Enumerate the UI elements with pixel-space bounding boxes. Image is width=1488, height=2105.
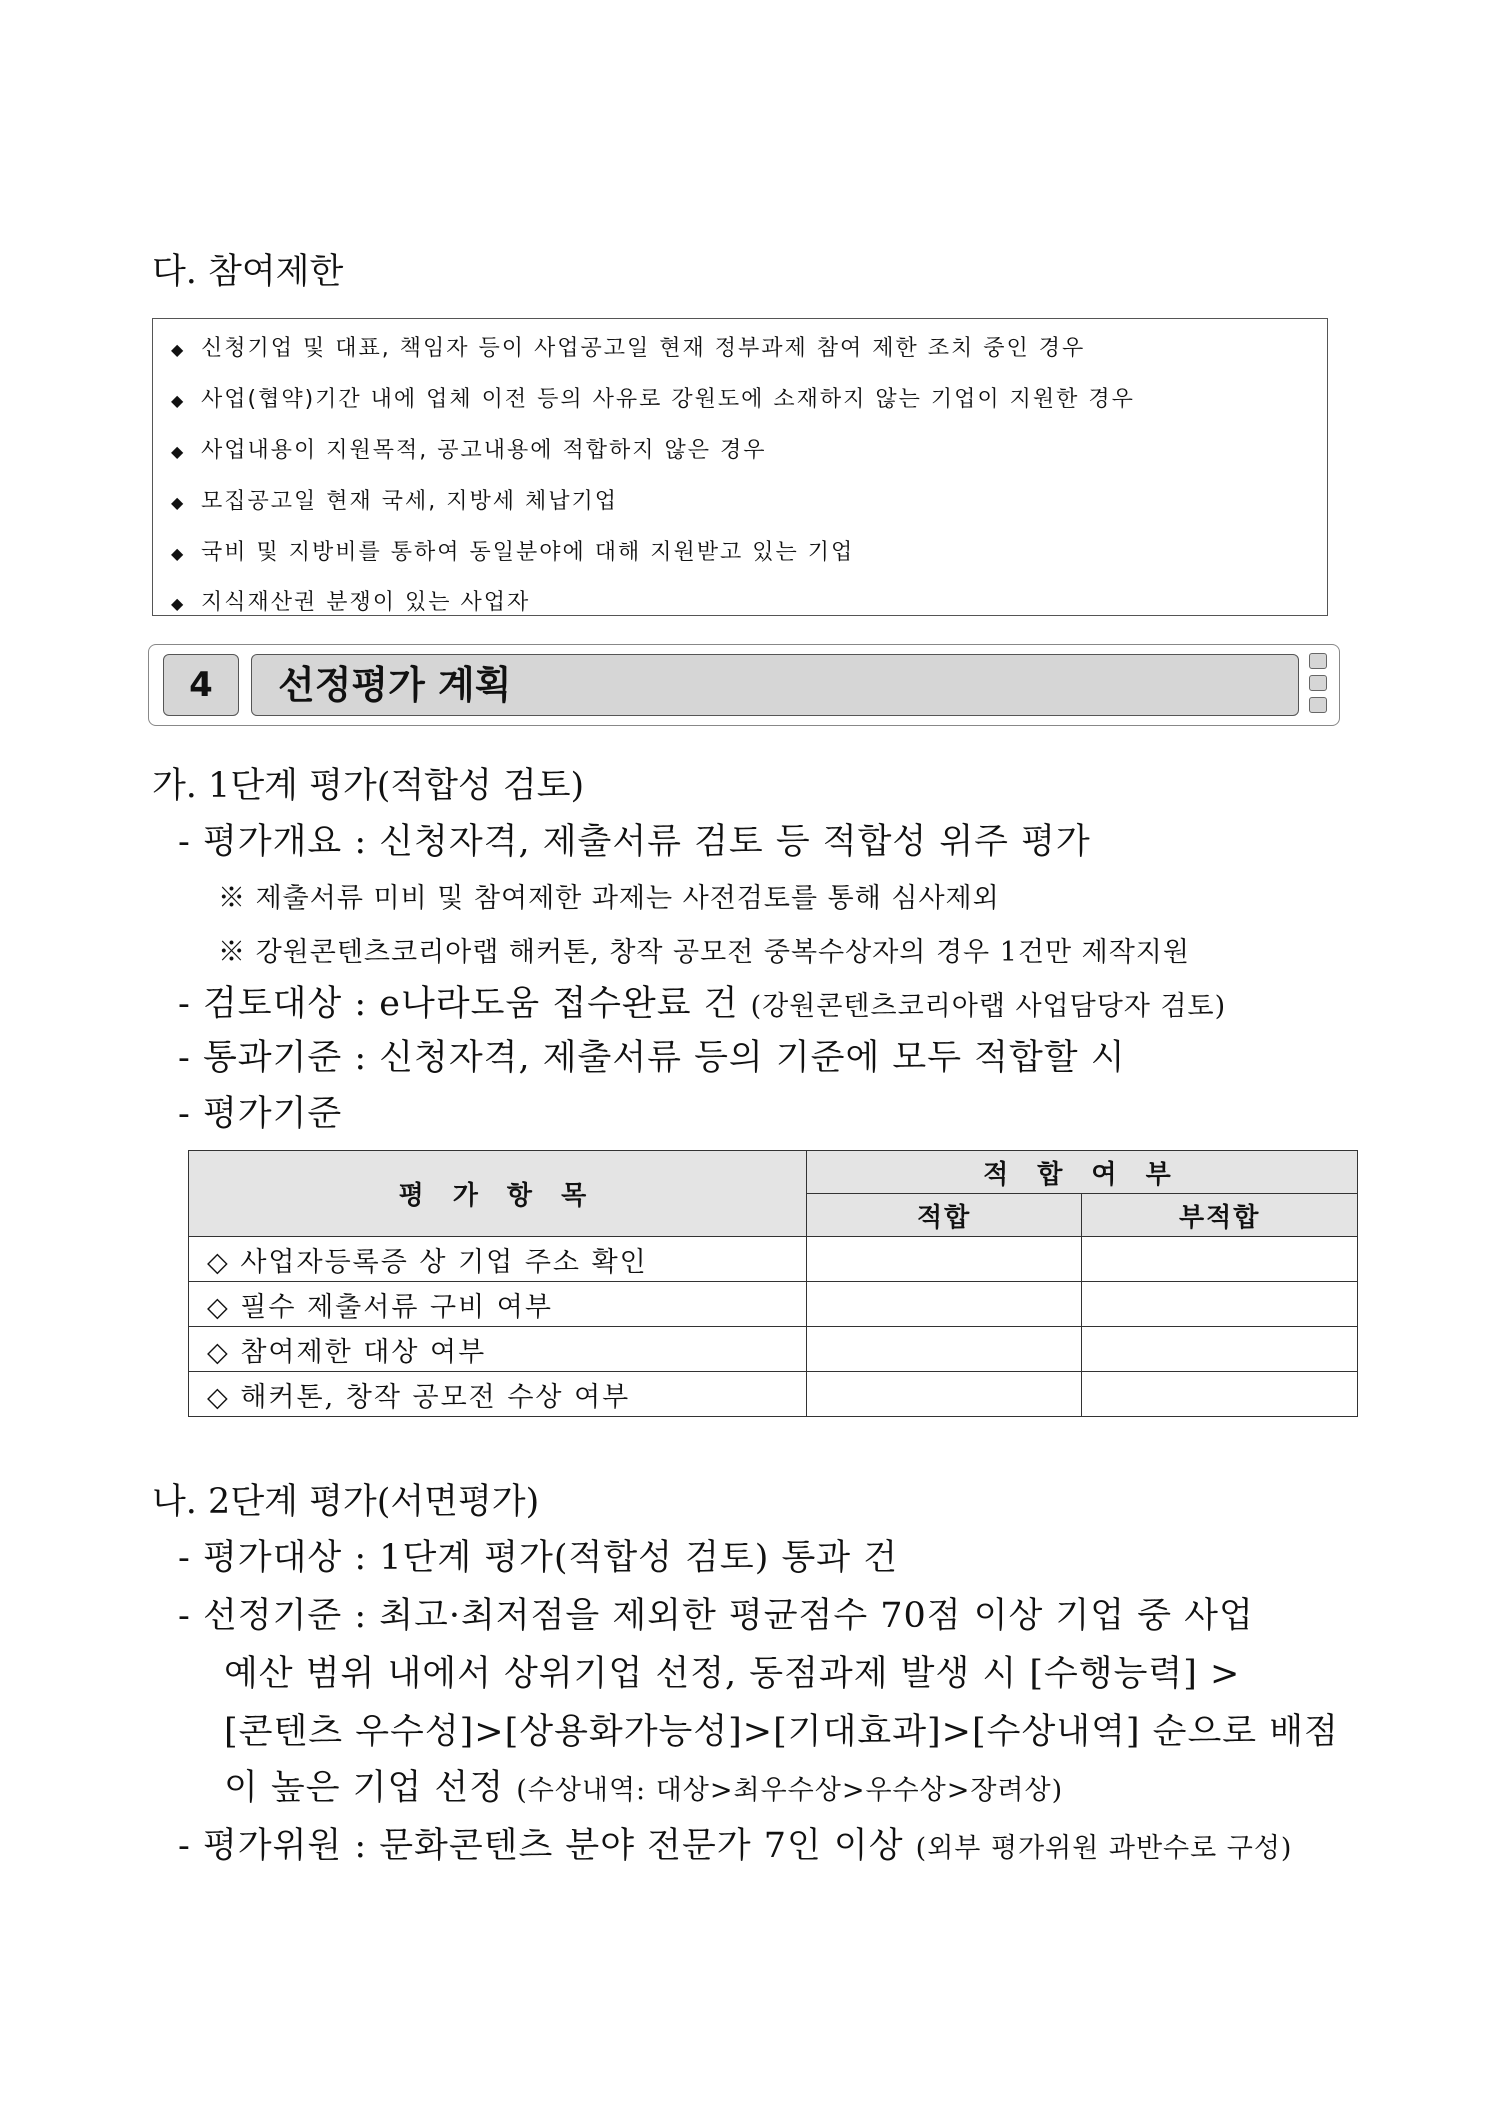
banner-square-icon [1309,653,1327,669]
section-banner [148,644,1340,726]
restriction-item: ◆ 모집공고일 현재 국세, 지방세 체납기업 [171,489,618,514]
banner-square-icon [1309,697,1327,713]
table-cell-ng [1082,1237,1358,1282]
diamond-bullet-icon: ◆ [171,340,186,359]
table-header-item: 평 가 항 목 [189,1151,807,1237]
table-cell-ng [1082,1372,1358,1417]
table-header-fit: 적 합 여 부 [806,1151,1357,1194]
stage1-heading: 가. 1단계 평가(적합성 검토) [152,766,585,806]
diamond-bullet-icon: ◆ [171,544,186,563]
restriction-item: ◆ 지식재산권 분쟁이 있는 사업자 [171,590,531,615]
table-cell-item: ◇ 사업자등록증 상 기업 주소 확인 [189,1237,807,1282]
table-cell-ok [806,1372,1082,1417]
restriction-box [152,318,1328,616]
table-cell-item: ◇ 필수 제출서류 구비 여부 [189,1282,807,1327]
table-cell-ok [806,1327,1082,1372]
stage1-note: ※ 강원콘텐츠코리아랩 해커톤, 창작 공모전 중복수상자의 경우 1건만 제작지원 [218,937,1190,968]
restriction-item: ◆ 사업(협약)기간 내에 업체 이전 등의 사유로 강원도에 소재하지 않는 기업이 지원한 경우 [171,387,1135,412]
table-cell-ok [806,1282,1082,1327]
stage1-criteria: - 평가기준 [178,1094,343,1134]
table-cell-ng [1082,1282,1358,1327]
restriction-heading: 다. 참여제한 [152,252,344,292]
table-cell-item: ◇ 해커톤, 창작 공모전 수상 여부 [189,1372,807,1417]
stage2-target: - 평가대상 : 1단계 평가(적합성 검토) 통과 건 [178,1538,899,1578]
section-title: 선정평가 계획 [251,654,1299,716]
diamond-bullet-icon: ◆ [171,493,186,512]
restriction-item: ◆ 신청기업 및 대표, 책임자 등이 사업공고일 현재 정부과제 참여 제한 조치 중인 경우 [171,336,1086,361]
stage1-target: - 검토대상 : e나라도움 접수완료 건 (강원콘텐츠코리아랩 사업담당자 검토) [178,984,1227,1024]
table-row [189,1282,1358,1327]
table-row [189,1237,1358,1282]
stage2-selection: - 선정기준 : 최고·최저점을 제외한 평균점수 70점 이상 기업 중 사업 [178,1596,1254,1636]
stage2-heading: 나. 2단계 평가(서면평가) [152,1482,540,1522]
restriction-item: ◆ 국비 및 지방비를 통하여 동일분야에 대해 지원받고 있는 기업 [171,540,855,565]
table-cell-item: ◇ 참여제한 대상 여부 [189,1327,807,1372]
table-header-ng: 부적합 [1082,1194,1358,1237]
section-number: 4 [163,654,239,716]
diamond-bullet-icon: ◆ [171,391,186,410]
stage1-pass: - 통과기준 : 신청자격, 제출서류 등의 기준에 모두 적합할 시 [178,1038,1126,1078]
stage1-overview: - 평가개요 : 신청자격, 제출서류 검토 등 적합성 위주 평가 [178,822,1091,862]
table-cell-ng [1082,1327,1358,1372]
banner-square-icon [1309,675,1327,691]
diamond-bullet-icon: ◆ [171,594,186,613]
diamond-bullet-icon: ◆ [171,442,186,461]
stage2-selection: 예산 범위 내에서 상위기업 선정, 동점과제 발생 시 [수행능력] > [224,1654,1241,1694]
table-header-ok: 적합 [806,1194,1082,1237]
table-row [189,1372,1358,1417]
stage1-note: ※ 제출서류 미비 및 참여제한 과제는 사전검토를 통해 심사제외 [218,883,1000,914]
table-row [189,1327,1358,1372]
table-cell-ok [806,1237,1082,1282]
stage2-selection: [콘텐츠 우수성]>[상용화가능성]>[기대효과]>[수상내역] 순으로 배점 [224,1712,1339,1752]
restriction-item: ◆ 사업내용이 지원목적, 공고내용에 적합하지 않은 경우 [171,438,767,463]
stage2-judges: - 평가위원 : 문화콘텐츠 분야 전문가 7인 이상 (외부 평가위원 과반수로 구성) [178,1826,1293,1866]
stage2-selection: 이 높은 기업 선정 (수상내역: 대상>최우수상>우수상>장려상) [224,1768,1064,1808]
evaluation-table [188,1150,1358,1417]
